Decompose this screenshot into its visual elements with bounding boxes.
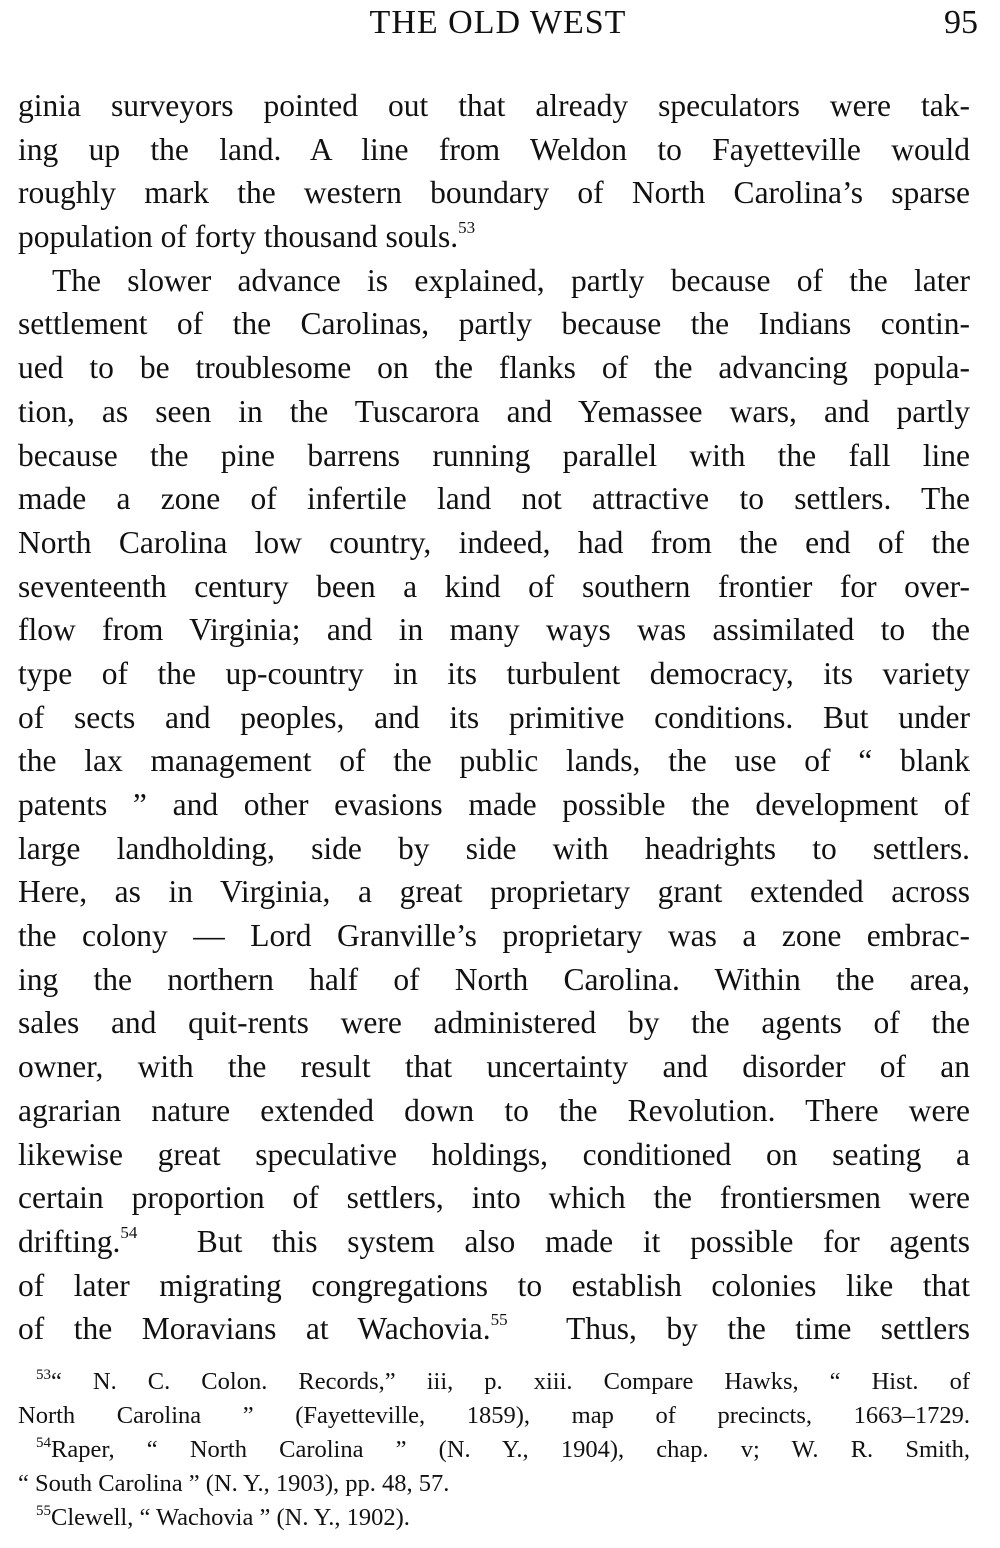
footnote-text: “ N. C. Colon. Records,” iii, p. xiii. Compare Hawks, “ Hist. of [51, 1368, 970, 1395]
text-line: agrarian nature extended down to the Revolution. There were [18, 1092, 970, 1128]
text-line: likewise great speculative holdings, conditioned on seating a [18, 1136, 970, 1172]
footnote-ref-55[interactable]: 55 [490, 1310, 508, 1330]
footnote-text: Clewell, “ Wachovia ” (N. Y., 1902). [51, 1504, 410, 1531]
footnote-53 [18, 1365, 970, 1399]
text-line: seventeenth century been a kind of southern frontier for over- [18, 568, 970, 604]
text-line: because the pine barrens running parallel with the fall line [18, 437, 970, 473]
footnotes [18, 1365, 970, 1535]
text-line: of later migrating congregations to establish colonies like that [18, 1267, 970, 1303]
text-line [18, 215, 970, 259]
text-segment: drifting. [18, 1223, 121, 1259]
footnote-line: North Carolina ” (Fayetteville, 1859), map of precincts, 1663–1729. [18, 1402, 970, 1429]
text-line: certain proportion of settlers, into which the frontiersmen were [18, 1180, 970, 1216]
text-line: flow from Virginia; and in many ways was assimilated to the [18, 612, 970, 648]
page-header [18, 4, 978, 48]
footnote-number: 53 [36, 1367, 51, 1383]
text-segment: The slower advance is explained, partly because of the later [52, 262, 970, 298]
text-line: settlement of the Carolinas, partly because the Indians contin- [18, 306, 970, 342]
text-line [18, 1307, 970, 1351]
text-line: ing up the land. A line from Weldon to Fayetteville would [18, 131, 970, 167]
text-segment: population of forty thousand souls. [18, 219, 459, 255]
text-line: tion, as seen in the Tuscarora and Yemassee wars, and partly [18, 393, 970, 429]
text-line [18, 259, 970, 303]
footnote-55 [18, 1501, 970, 1535]
text-line: owner, with the result that uncertainty and disorder of an [18, 1049, 970, 1085]
text-line: ued to be troublesome on the flanks of the advancing popula- [18, 350, 970, 386]
footnote-ref-53[interactable]: 53 [458, 218, 476, 238]
page-number: 95 [944, 4, 978, 41]
text-segment: Thus, by the time settlers [507, 1311, 971, 1347]
body-text [18, 84, 970, 1351]
footnote-text: Raper, “ North Carolina ” (N. Y., 1904), chap. v; W. R. Smith, [51, 1436, 970, 1463]
text-line: large landholding, side by side with headrights to settlers. [18, 830, 970, 866]
footnote-ref-54[interactable]: 54 [120, 1222, 138, 1242]
text-segment: But this system also made it possible for agents [137, 1223, 970, 1259]
text-line: roughly mark the western boundary of North Carolina’s sparse [18, 175, 970, 211]
text-line: the lax management of the public lands, the use of “ blank [18, 743, 970, 779]
footnote-number: 55 [36, 1503, 51, 1519]
footnote-54 [18, 1433, 970, 1467]
text-line [18, 1220, 970, 1264]
text-line: of sects and peoples, and its primitive conditions. But under [18, 699, 970, 735]
text-segment: of the Moravians at Wachovia. [18, 1311, 491, 1347]
text-line: made a zone of infertile land not attractive to settlers. The [18, 481, 970, 517]
text-line: North Carolina low country, indeed, had from the end of the [18, 524, 970, 560]
text-line: ing the northern half of North Carolina. Within the area, [18, 961, 970, 997]
text-line: the colony — Lord Granville’s proprietary was a zone embrac- [18, 918, 970, 954]
text-line: type of the up-country in its turbulent democracy, its variety [18, 655, 970, 691]
running-title: THE OLD WEST [369, 4, 627, 41]
text-line: patents ” and other evasions made possible the development of [18, 787, 970, 822]
text-line: Here, as in Virginia, a great proprietary grant extended across [18, 874, 970, 910]
footnote-number: 54 [36, 1435, 51, 1451]
text-line: sales and quit-rents were administered by the agents of the [18, 1005, 970, 1041]
footnote-line: “ South Carolina ” (N. Y., 1903), pp. 48, 57. [18, 1470, 450, 1497]
text-line: ginia surveyors pointed out that already speculators were tak- [18, 88, 970, 123]
